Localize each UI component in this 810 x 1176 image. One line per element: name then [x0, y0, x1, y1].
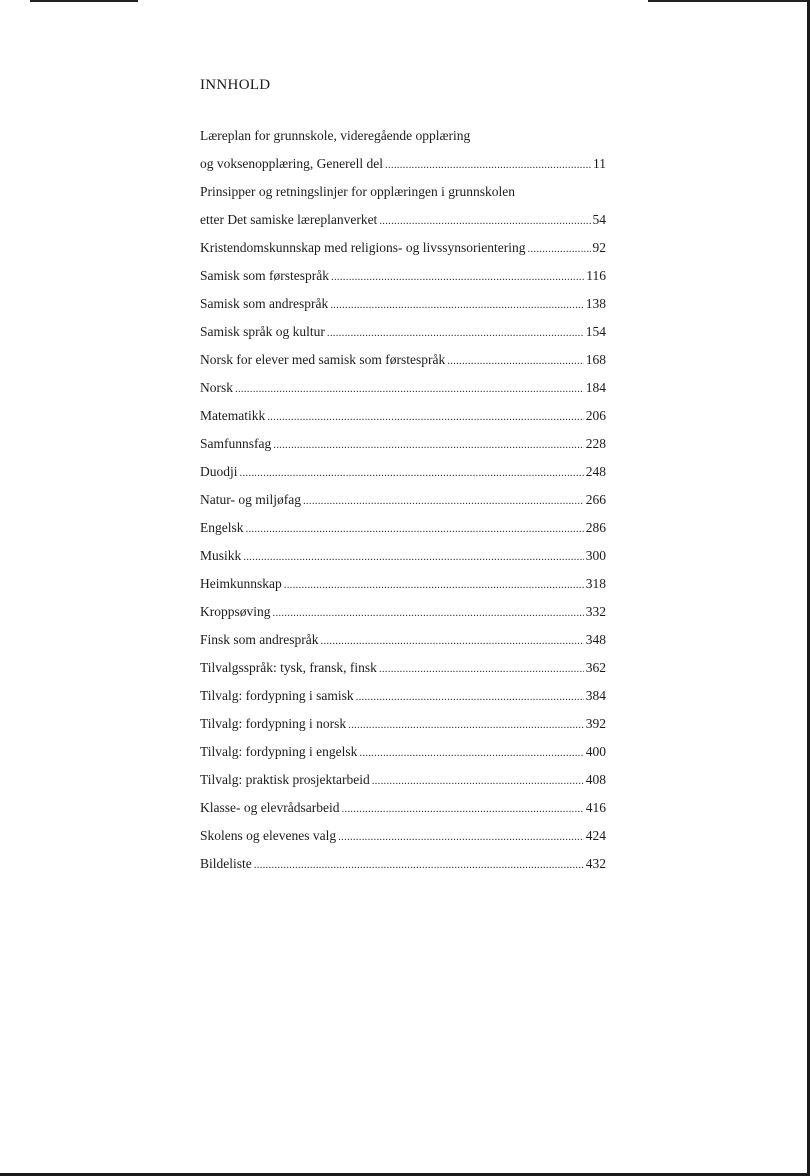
- toc-entry-page-number: 286: [585, 520, 606, 535]
- toc-entry: [200, 542, 606, 570]
- dot-leader: [348, 711, 584, 739]
- toc-entry-page-number: 184: [585, 380, 606, 395]
- toc-entry: [200, 234, 606, 262]
- toc-entry-page-number: 318: [585, 576, 606, 591]
- toc-entry-label: Skolens og elevenes valg: [200, 828, 337, 843]
- dot-leader: [327, 319, 584, 347]
- toc-entry: [200, 290, 606, 318]
- toc-entry-page-number: 266: [585, 492, 606, 507]
- toc-entry-page-number: 384: [585, 688, 606, 703]
- dot-leader: [385, 151, 591, 179]
- toc-entry: [200, 430, 606, 458]
- dot-leader: [341, 795, 583, 823]
- dot-leader: [235, 375, 584, 403]
- toc-entry-page-number: 432: [585, 856, 606, 871]
- toc-entry-page-number: 392: [585, 716, 606, 731]
- toc-entry-label: og voksenopplæring, Generell del: [200, 156, 383, 171]
- toc-entry: [200, 738, 606, 766]
- dot-leader: [267, 403, 584, 431]
- toc-entry-label: Tilvalg: fordypning i norsk: [200, 716, 347, 731]
- toc-entry: [200, 318, 606, 346]
- toc-entry-label: Klasse- og elevrådsarbeid: [200, 800, 340, 815]
- toc-entry-label: Engelsk: [200, 520, 244, 535]
- toc-entry-label: etter Det samiske læreplanverket: [200, 212, 378, 227]
- dot-leader: [372, 767, 584, 795]
- toc-entry: [200, 822, 606, 850]
- toc-entry-page-number: 154: [585, 324, 606, 339]
- dot-leader: [273, 431, 584, 459]
- toc-entry: [200, 682, 606, 710]
- dot-leader: [240, 459, 584, 487]
- dot-leader: [331, 263, 584, 291]
- dot-leader: [273, 599, 584, 627]
- toc-entry: [200, 262, 606, 290]
- toc-entry: [200, 486, 606, 514]
- toc-entry-page-number: 408: [585, 772, 606, 787]
- toc-entry: [200, 794, 606, 822]
- toc-entry-label-line1: Læreplan for grunnskole, videregående opplæring: [200, 128, 471, 143]
- toc-entry-label: Samisk som andrespråk: [200, 296, 329, 311]
- toc-entry-page-number: 400: [585, 744, 606, 759]
- toc-entry-label: Kroppsøving: [200, 604, 271, 619]
- toc-entry-page-number: 11: [593, 156, 606, 171]
- toc-entry-label: Musikk: [200, 548, 242, 563]
- toc-entry-page-number: 362: [585, 660, 606, 675]
- toc-entry-page-number: 54: [592, 212, 606, 227]
- dot-leader: [330, 291, 584, 319]
- dot-leader: [284, 571, 584, 599]
- toc-entry-page-number: 300: [585, 548, 606, 563]
- toc-entry-label: Heimkunnskap: [200, 576, 282, 591]
- toc-entry-label: Samisk som førstespråk: [200, 268, 329, 283]
- toc-entry: [200, 626, 606, 654]
- toc-entry-label: Tilvalg: praktisk prosjektarbeid: [200, 772, 370, 787]
- toc-entry-label: Samfunnsfag: [200, 436, 272, 451]
- toc-entry: [200, 346, 606, 374]
- toc-entry-page-number: 168: [585, 352, 606, 367]
- toc-entry-page-number: 92: [592, 240, 606, 255]
- scan-edge-top-right: [648, 0, 810, 2]
- toc-entry-label: Samisk språk og kultur: [200, 324, 325, 339]
- toc-entry-label: Norsk: [200, 380, 233, 395]
- toc-entry-page-number: 206: [585, 408, 606, 423]
- toc-entry: [200, 570, 606, 598]
- toc-entry: [200, 654, 606, 682]
- dot-leader: [359, 739, 583, 767]
- dot-leader: [338, 823, 584, 851]
- dot-leader: [243, 543, 583, 571]
- table-of-contents: [200, 122, 606, 878]
- dot-leader: [379, 655, 584, 683]
- toc-entry-label: Matematikk: [200, 408, 266, 423]
- toc-entry-label: Norsk for elever med samisk som førstespråk: [200, 352, 446, 367]
- toc-entry-page-number: 228: [585, 436, 606, 451]
- toc-entry-label: Finsk som andrespråk: [200, 632, 319, 647]
- toc-entry: [200, 458, 606, 486]
- page-title: INNHOLD: [200, 77, 271, 93]
- toc-entry-page-number: 424: [585, 828, 606, 843]
- toc-entry: [200, 850, 606, 878]
- toc-entry-page-number: 332: [585, 604, 606, 619]
- dot-leader: [379, 207, 590, 235]
- toc-entry-label: Duodji: [200, 464, 238, 479]
- dot-leader: [246, 515, 584, 543]
- dot-leader: [527, 235, 590, 263]
- scan-edge-top-left: [30, 0, 138, 2]
- toc-entry: [200, 710, 606, 738]
- dot-leader: [303, 487, 584, 515]
- toc-entry: [200, 766, 606, 794]
- dot-leader: [254, 851, 584, 879]
- toc-entry: [200, 598, 606, 626]
- toc-entry-page-number: 248: [585, 464, 606, 479]
- toc-entry-label: Tilvalgsspråk: tysk, fransk, finsk: [200, 660, 377, 675]
- toc-entry: [200, 150, 606, 178]
- toc-entry: [200, 206, 606, 234]
- toc-entry: [200, 402, 606, 430]
- toc-entry: [200, 514, 606, 542]
- toc-entry-page-number: 416: [585, 800, 606, 815]
- toc-entry-page-number: 116: [586, 268, 606, 283]
- toc-entry-page-number: 348: [585, 632, 606, 647]
- toc-entry-page-number: 138: [585, 296, 606, 311]
- toc-entry-label-line1: Prinsipper og retningslinjer for opplæringen i grunnskolen: [200, 184, 515, 199]
- toc-entry-label: Tilvalg: fordypning i samisk: [200, 688, 354, 703]
- toc-entry-line1: [200, 178, 606, 206]
- toc-entry-label: Kristendomskunnskap med religions- og livssynsorientering: [200, 240, 526, 255]
- toc-entry-label: Natur- og miljøfag: [200, 492, 301, 507]
- dot-leader: [447, 347, 584, 375]
- toc-entry-line1: [200, 122, 606, 150]
- toc-entry-label: Bildeliste: [200, 856, 252, 871]
- toc-entry: [200, 374, 606, 402]
- toc-entry-label: Tilvalg: fordypning i engelsk: [200, 744, 358, 759]
- dot-leader: [356, 683, 584, 711]
- dot-leader: [321, 627, 584, 655]
